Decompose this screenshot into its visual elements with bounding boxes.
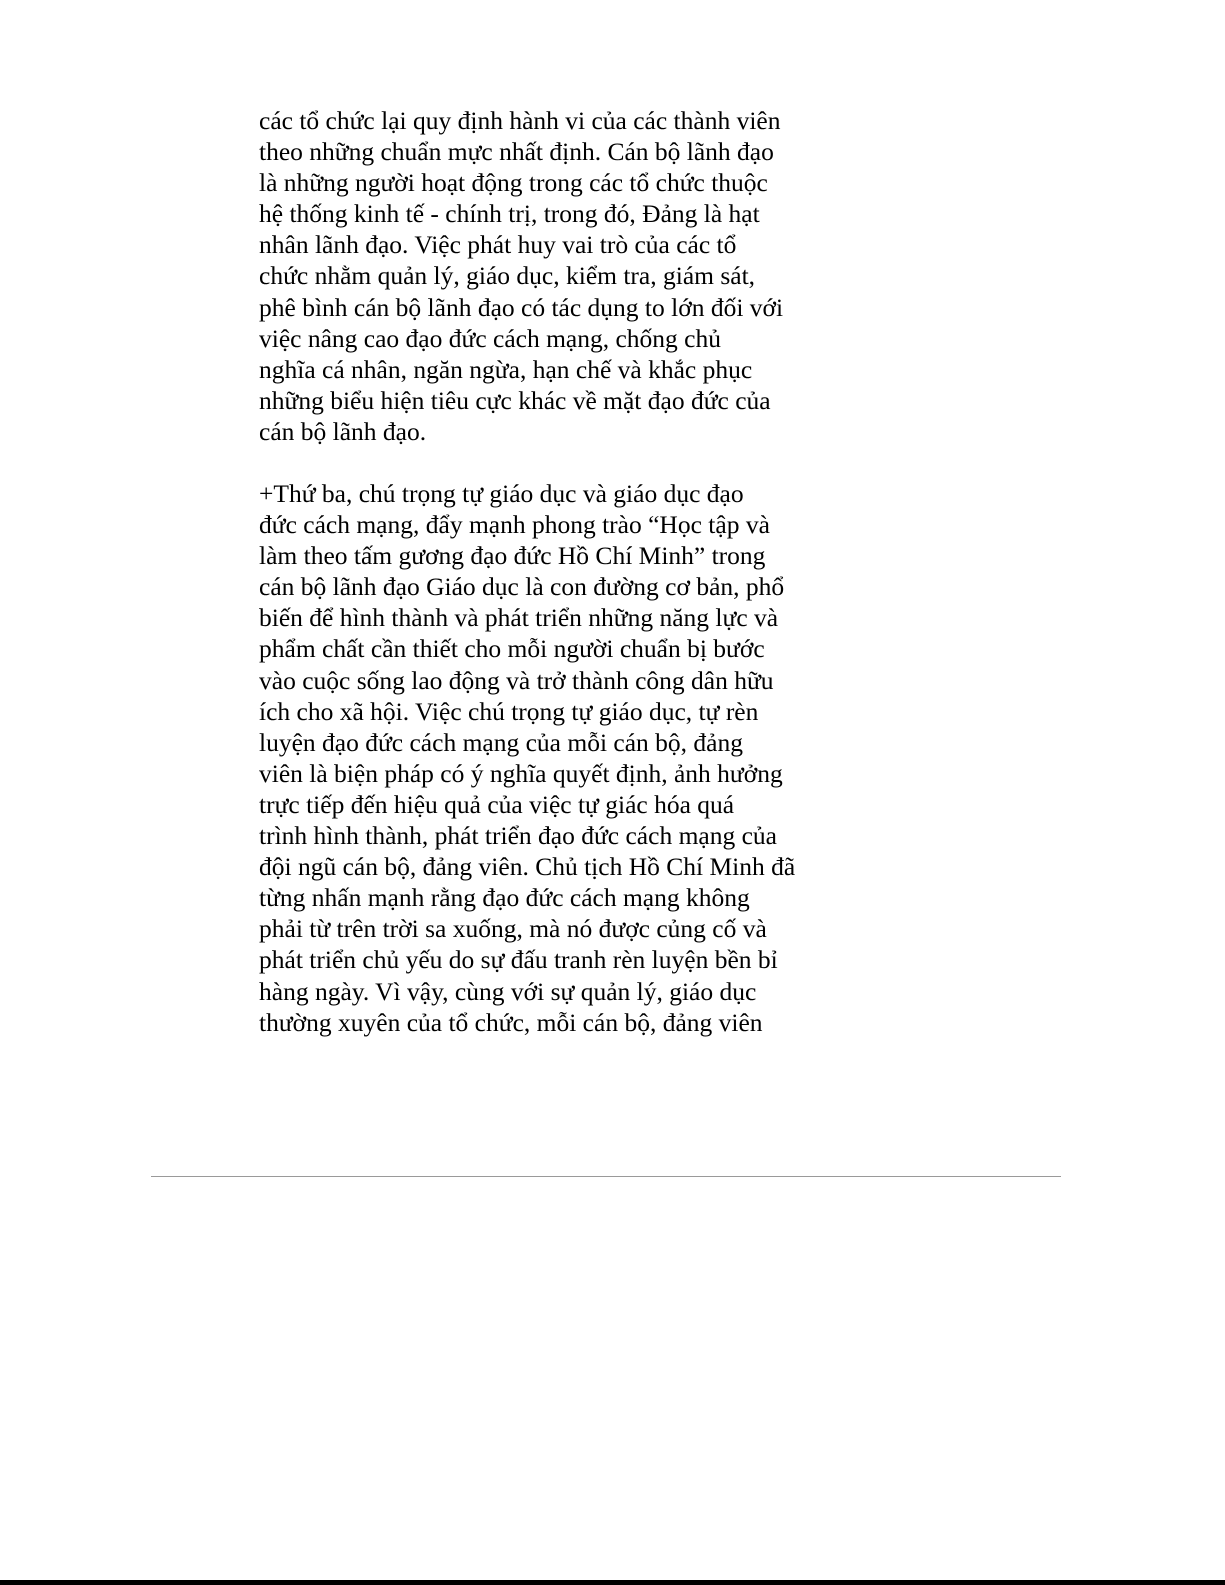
text-line: +Thứ ba, chú trọng tự giáo dục và giáo dục đạo xyxy=(259,479,744,508)
text-line: ích cho xã hội. Việc chú trọng tự giáo dục, tự rèn xyxy=(259,696,759,726)
text-line: những biểu hiện tiêu cực khác về mặt đạo đức của xyxy=(259,385,771,415)
text-line: chức nhằm quản lý, giáo dục, kiểm tra, giám sát, xyxy=(259,261,756,291)
text-line: từng nhấn mạnh rằng đạo đức cách mạng không xyxy=(259,883,750,913)
text-line: hàng ngày. Vì vậy, cùng với sự quản lý, giáo dục xyxy=(259,976,757,1006)
text-line: cán bộ lãnh đạo Giáo dục là con đường cơ bản, phổ xyxy=(259,572,785,602)
text-line: việc nâng cao đạo đức cách mạng, chống chủ xyxy=(259,323,722,353)
text-line: luyện đạo đức cách mạng của mỗi cán bộ, đảng xyxy=(259,727,743,757)
page-divider xyxy=(151,1176,1061,1177)
text-line: làm theo tấm gương đạo đức Hồ Chí Minh” trong xyxy=(259,541,766,571)
text-line: hệ thống kinh tế - chính trị, trong đó, Đảng là hạt xyxy=(259,199,760,229)
paragraph-2 xyxy=(259,478,859,1038)
text-line: thường xuyên của tổ chức, mỗi cán bộ, đảng viên xyxy=(259,1007,763,1037)
text-line: đức cách mạng, đẩy mạnh phong trào “Học tập và xyxy=(259,510,770,540)
text-line: viên là biện pháp có ý nghĩa quyết định, ảnh hưởng xyxy=(259,758,783,788)
text-line: phải từ trên trời sa xuống, mà nó được củng cố và xyxy=(259,914,767,944)
text-line: phê bình cán bộ lãnh đạo có tác dụng to lớn đối với xyxy=(259,292,784,322)
text-line: là những người hoạt động trong các tổ chức thuộc xyxy=(259,168,768,198)
text-line: đội ngũ cán bộ, đảng viên. Chủ tịch Hồ Chí Minh đã xyxy=(259,852,796,882)
text-line: cán bộ lãnh đạo. xyxy=(259,416,427,446)
text-line: phát triển chủ yếu do sự đấu tranh rèn luyện bền bỉ xyxy=(259,945,778,975)
text-line: nghĩa cá nhân, ngăn ngừa, hạn chế và khắc phục xyxy=(259,354,753,384)
text-line: nhân lãnh đạo. Việc phát huy vai trò của các tổ xyxy=(259,230,737,260)
text-line: vào cuộc sống lao động và trở thành công dân hữu xyxy=(259,665,774,695)
paragraph-1 xyxy=(259,105,859,447)
text-line: các tổ chức lại quy định hành vi của các thành viên xyxy=(259,106,781,135)
text-line: trực tiếp đến hiệu quả của việc tự giác hóa quá xyxy=(259,789,735,819)
text-line: theo những chuẩn mực nhất định. Cán bộ lãnh đạo xyxy=(259,137,774,167)
text-line: biến để hình thành và phát triển những năng lực và xyxy=(259,603,779,633)
page-bottom-edge xyxy=(0,1580,1225,1585)
text-line: phẩm chất cần thiết cho mỗi người chuẩn bị bước xyxy=(259,634,765,664)
text-line: trình hình thành, phát triển đạo đức cách mạng của xyxy=(259,821,777,851)
